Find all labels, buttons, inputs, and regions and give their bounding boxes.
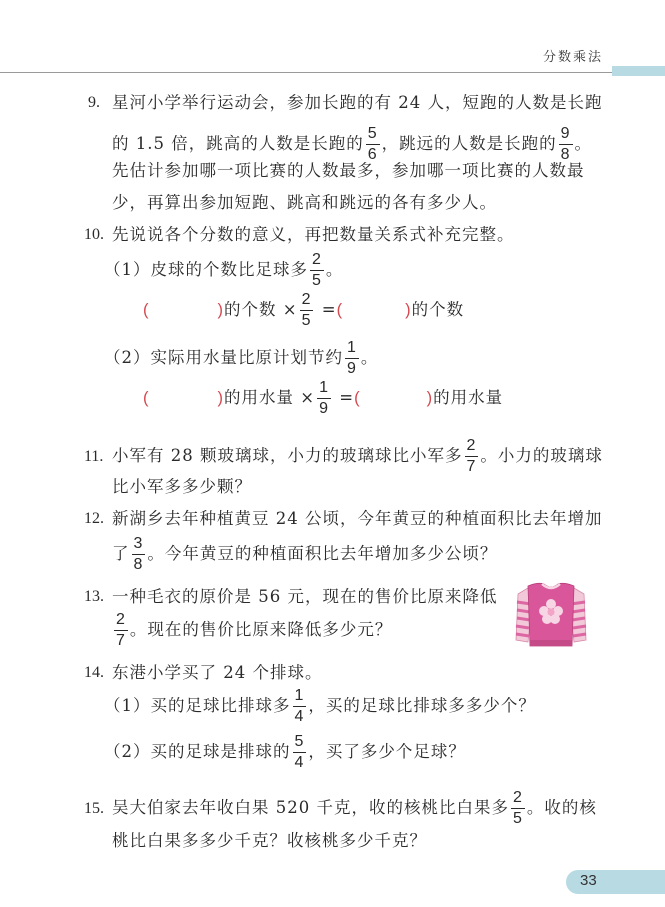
numerator: 2 — [310, 252, 324, 271]
numerator: 2 — [114, 612, 128, 631]
sub-1-text: ，买的足球比排球多多少个？ — [308, 696, 536, 715]
fraction — [559, 126, 573, 163]
fraction — [511, 790, 525, 827]
denominator: 6 — [367, 146, 378, 163]
sub-1-text: （1）买的足球比排球多 — [104, 696, 291, 715]
problem-9-text: 。 — [574, 134, 593, 153]
denominator: 8 — [133, 556, 144, 573]
problem-14-sub-1 — [104, 686, 536, 726]
numerator: 5 — [293, 734, 307, 753]
left-paren: ( — [143, 389, 150, 407]
fraction — [310, 252, 324, 289]
denominator: 7 — [116, 632, 126, 649]
problem-15-text: 。收的核 — [526, 798, 597, 817]
numerator: 2 — [300, 292, 314, 311]
problem-9-line-2 — [112, 124, 592, 164]
problem-10-sub-1 — [104, 250, 343, 290]
numerator: 1 — [293, 688, 307, 707]
fraction — [293, 688, 307, 725]
problem-10-sub-2 — [104, 338, 378, 378]
problem-14-number: 14. — [84, 664, 104, 681]
header-rule — [0, 72, 612, 73]
right-paren: ) — [217, 389, 224, 407]
problem-12-number: 12. — [84, 510, 104, 527]
problem-15-text: 吴大伯家去年收白果 520 千克，收的核桃比白果多 — [112, 798, 509, 817]
problem-11-text: 小军有 28 颗玻璃球，小力的玻璃球比小军多 — [112, 446, 463, 465]
denominator: 5 — [301, 312, 312, 329]
sub-2-text: ，买了多少个足球？ — [308, 742, 466, 761]
numerator: 2 — [511, 790, 525, 809]
problem-15-line-2: 桃比白果多多少千克？收核桃多少千克？ — [112, 831, 427, 850]
problem-15-line-1 — [112, 788, 597, 828]
denominator: 5 — [312, 272, 322, 289]
sub-2-text: （2）实际用水量比原计划节约 — [104, 348, 343, 367]
right-paren: ) — [405, 301, 412, 319]
denominator: 9 — [347, 360, 357, 377]
right-paren: ) — [217, 301, 224, 319]
problem-11-number: 11. — [84, 448, 104, 465]
problem-9-text: ，跳远的人数是长跑的 — [381, 134, 557, 153]
sub-1-text: （1）皮球的个数比足球多 — [104, 260, 308, 279]
problem-9-line-4: 少，再算出参加短跑、跳高和跳远的各有多少人。 — [112, 193, 497, 212]
fraction — [465, 438, 479, 475]
problem-11-text: 。小力的玻璃球 — [480, 446, 603, 465]
numerator: 3 — [132, 536, 146, 555]
section-title: 分数乘法 — [542, 50, 603, 65]
denominator: 8 — [560, 146, 571, 163]
numerator: 9 — [559, 126, 573, 145]
problem-12-text: 了 — [112, 544, 130, 563]
problem-9-number: 9. — [88, 94, 100, 111]
problem-10-line-1: 先说说各个分数的意义，再把数量关系式补充完整。 — [112, 225, 515, 244]
denominator: 5 — [512, 810, 523, 827]
problem-12-line-1: 新湖乡去年种植黄豆 24 公顷，今年黄豆的种植面积比去年增加 — [112, 509, 603, 528]
problem-9-text: 的 1.5 倍，跳高的人数是长跑的 — [112, 134, 364, 153]
problem-12-text: 。今年黄豆的种植面积比去年增加多少公顷？ — [147, 544, 498, 563]
numerator: 1 — [345, 340, 359, 359]
equation-text: 的用水量 — [433, 388, 504, 407]
equation-text: 的用水量 × — [224, 388, 316, 407]
fraction — [132, 536, 146, 573]
problem-9-line-1: 星河小学举行运动会，参加长跑的有 24 人，短跑的人数是长跑 — [112, 93, 603, 112]
problem-13-number: 13. — [84, 588, 104, 605]
fraction — [345, 340, 359, 377]
right-paren: ) — [426, 389, 434, 407]
problem-13-line-1: 一种毛衣的原价是 56 元，现在的售价比原来降低 — [112, 587, 498, 606]
numerator: 2 — [465, 438, 479, 457]
header-accent-bar — [612, 66, 665, 76]
problem-11-line-1 — [112, 436, 603, 476]
equation-text: = — [332, 388, 355, 407]
sub-2-text: 。 — [360, 348, 379, 367]
fraction — [114, 612, 128, 649]
fraction — [300, 292, 314, 329]
problem-14-sub-2 — [104, 732, 466, 772]
problem-13-line-2 — [112, 610, 392, 650]
problem-14-line-1: 东港小学买了 24 个排球。 — [112, 663, 323, 682]
equation-text: 的个数 × — [224, 300, 298, 319]
sweater-illustration — [514, 580, 588, 650]
fraction — [317, 380, 331, 417]
denominator: 4 — [294, 708, 305, 725]
denominator: 7 — [466, 458, 477, 475]
equation-text: 的个数 — [411, 300, 465, 319]
left-paren: ( — [354, 389, 361, 407]
problem-11-line-2: 比小军多多少颗？ — [112, 477, 252, 496]
equation-text: = — [315, 300, 337, 319]
problem-10-equation-1 — [143, 290, 464, 330]
fraction — [293, 734, 307, 771]
problem-10-equation-2 — [143, 378, 503, 418]
denominator: 4 — [294, 754, 305, 771]
left-paren: ( — [336, 301, 344, 319]
problem-13-text: 。现在的售价比原来降低多少元？ — [129, 620, 393, 639]
numerator: 1 — [317, 380, 331, 399]
problem-15-number: 15. — [84, 800, 104, 817]
sub-2-text: （2）买的足球是排球的 — [104, 742, 291, 761]
sub-1-text: 。 — [325, 260, 344, 279]
left-paren: ( — [143, 301, 150, 319]
problem-10-number: 10. — [84, 226, 104, 243]
problem-9-line-3: 先估计参加哪一项比赛的人数最多，参加哪一项比赛的人数最 — [112, 161, 585, 180]
problem-12-line-2 — [112, 534, 497, 574]
denominator: 9 — [319, 400, 329, 417]
numerator: 5 — [366, 126, 380, 145]
page-number: 33 — [580, 872, 597, 889]
fraction — [366, 126, 380, 163]
